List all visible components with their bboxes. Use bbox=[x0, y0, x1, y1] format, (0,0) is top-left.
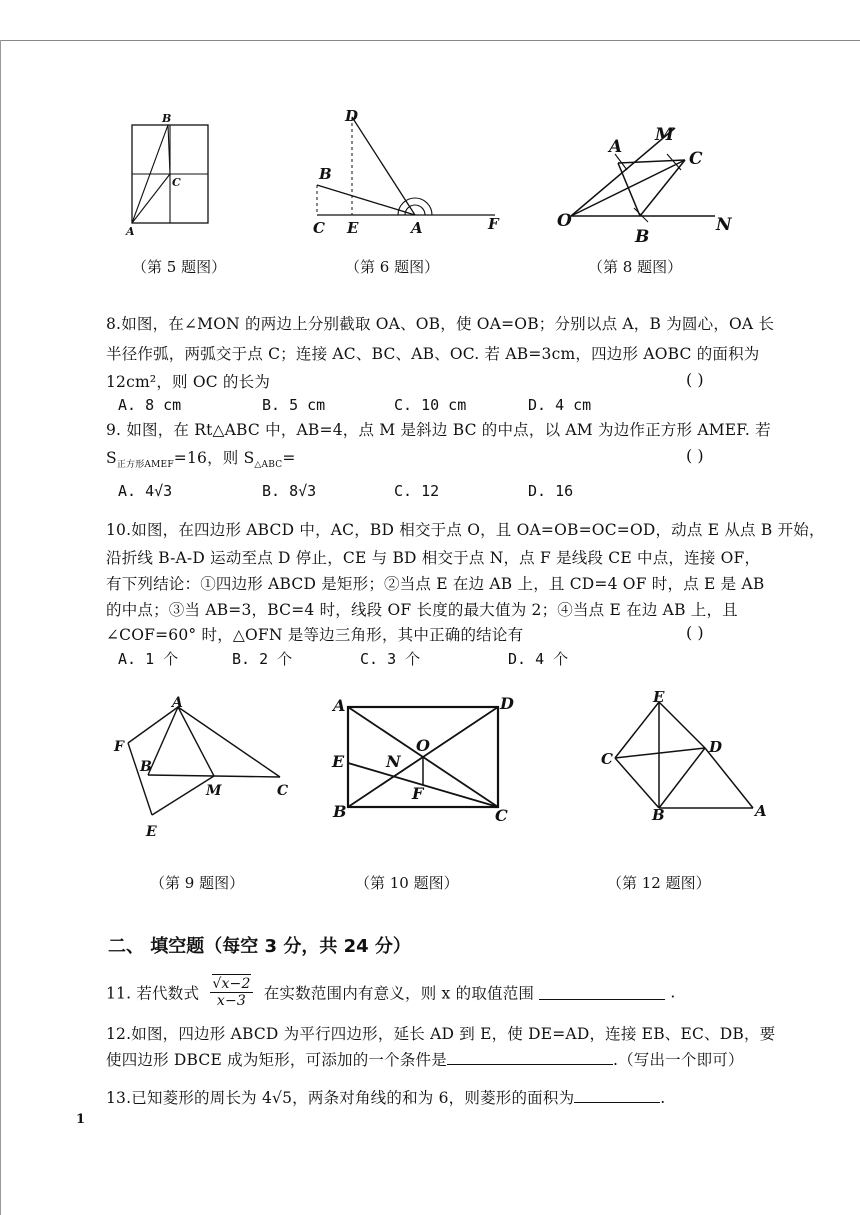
fig10-label-d: D bbox=[500, 694, 514, 713]
fig8-label-o: O bbox=[557, 211, 572, 231]
q10-option-d: D. 4 个 bbox=[508, 650, 569, 668]
fig9-label-b: B bbox=[140, 759, 152, 775]
q9-line1: 9. 如图，在 Rt△ABC 中，AB=4，点 M 是斜边 BC 的中点，以 AM 为边作正方形 AMEF. 若 bbox=[106, 421, 771, 439]
fig9-label-c: C bbox=[277, 783, 289, 799]
fig5-caption: （第 5 题图） bbox=[132, 258, 227, 276]
page-number: 1 bbox=[76, 1112, 86, 1127]
fig6-label-f: F bbox=[488, 215, 499, 233]
q8-option-b: B. 5 cm bbox=[262, 396, 326, 414]
q8-line1: 8.如图，在∠MON 的两边上分别截取 OA、OB，使 OA=OB；分别以点 A，B 为圆心，OA 长 bbox=[106, 315, 775, 333]
q10-option-c: C. 3 个 bbox=[360, 650, 421, 668]
figure-12 bbox=[595, 686, 775, 826]
q8-option-a: A. 8 cm bbox=[118, 396, 182, 414]
figure-9 bbox=[110, 695, 300, 845]
fig6-label-b: B bbox=[319, 165, 332, 183]
q8-option-c: C. 10 cm bbox=[394, 396, 467, 414]
q9-option-a: A. 4√3 bbox=[118, 482, 173, 500]
q11-answer-blank[interactable] bbox=[539, 985, 665, 1000]
q13-end: . bbox=[660, 1089, 666, 1107]
q10-answer-paren: ( ) bbox=[686, 623, 704, 642]
fig12-label-d: D bbox=[709, 738, 723, 756]
q9-line2 bbox=[106, 446, 296, 470]
fig12-label-b: B bbox=[652, 806, 665, 824]
fig9-label-f: F bbox=[114, 739, 124, 755]
fig8-caption: （第 8 题图） bbox=[588, 258, 683, 276]
fig8-label-c: C bbox=[689, 149, 703, 169]
fig5-label-b: B bbox=[162, 112, 172, 125]
q9-area-mid: =16，则 S bbox=[173, 449, 255, 467]
q12-line2-text: 使四边形 DBCE 成为矩形，可添加的一个条件是 bbox=[106, 1051, 447, 1069]
q11-end: . bbox=[670, 983, 676, 1002]
fig6-label-d: D bbox=[345, 107, 359, 125]
q9-area-sub1: 正方形AMEF bbox=[116, 460, 174, 471]
figure-6 bbox=[305, 105, 515, 240]
q11-fraction bbox=[210, 976, 252, 1009]
fig6-label-c: C bbox=[313, 219, 325, 237]
fig10-label-n: N bbox=[386, 752, 401, 771]
fig8-label-a: A bbox=[609, 137, 623, 157]
q10-line5: ∠COF=60° 时，△OFN 是等边三角形，其中正确的结论有 bbox=[106, 626, 524, 644]
q9-area-prefix: S bbox=[106, 449, 117, 467]
q9-option-b: B. 8√3 bbox=[262, 482, 317, 500]
fig10-label-f: F bbox=[412, 784, 424, 803]
q12-answer-blank[interactable] bbox=[447, 1050, 613, 1065]
q12-line2 bbox=[106, 1048, 744, 1070]
q10-line1: 10.如图，在四边形 ABCD 中，AC，BD 相交于点 O，且 OA=OB=OC=OD，动点 E 从点 B 开始， bbox=[106, 521, 825, 539]
q10-option-b: B. 2 个 bbox=[232, 650, 293, 668]
q10-option-a: A. 1 个 bbox=[118, 650, 179, 668]
q8-option-d: D. 4 cm bbox=[528, 396, 592, 414]
figure-5 bbox=[120, 108, 230, 238]
q13-line bbox=[106, 1086, 665, 1108]
q9-area-sub2: △ABC bbox=[254, 460, 283, 471]
q10-line3: 有下列结论：①四边形 ABCD 是矩形；②当点 E 在边 AB 上，且 CD=4 OF 时，点 E 是 AB bbox=[106, 575, 765, 593]
fig12-caption: （第 12 题图） bbox=[607, 874, 711, 892]
q11-line bbox=[106, 976, 676, 1009]
fig6-label-a: A bbox=[411, 219, 423, 237]
q9-answer-paren: ( ) bbox=[686, 446, 704, 465]
page-top-border bbox=[0, 40, 860, 41]
fig9-label-e: E bbox=[146, 824, 157, 840]
fig5-label-c: C bbox=[172, 176, 181, 189]
q9-option-c: C. 12 bbox=[394, 482, 440, 500]
fig10-label-o: O bbox=[416, 736, 430, 755]
fig10-label-e: E bbox=[332, 752, 345, 771]
q13-answer-blank[interactable] bbox=[574, 1088, 660, 1103]
q8-answer-paren: ( ) bbox=[686, 370, 704, 389]
q10-line4: 的中点；③当 AB=3，BC=4 时，线段 OF 长度的最大值为 2；④当点 E 在边 AB 上，且 bbox=[106, 601, 738, 619]
fig8-label-m: M bbox=[655, 125, 674, 145]
fig6-caption: （第 6 题图） bbox=[345, 258, 440, 276]
q11-denominator: x−3 bbox=[216, 993, 247, 1009]
fig10-label-a: A bbox=[333, 696, 346, 715]
fig9-label-a: A bbox=[172, 695, 183, 711]
fig10-label-b: B bbox=[333, 802, 347, 821]
fig10-label-c: C bbox=[495, 806, 508, 825]
fig8-label-n: N bbox=[716, 215, 732, 235]
fig12-label-c: C bbox=[601, 750, 613, 768]
fig9-caption: （第 9 题图） bbox=[150, 874, 245, 892]
q12-line1: 12.如图，四边形 ABCD 为平行四边形，延长 AD 到 E，使 DE=AD，连接 EB、EC、DB，要 bbox=[106, 1025, 776, 1043]
q11-prefix: 11. 若代数式 bbox=[106, 984, 200, 1003]
q10-line2: 沿折线 B-A-D 运动至点 D 停止，CE 与 BD 相交于点 N，点 F 是线段 CE 中点，连接 OF， bbox=[106, 549, 761, 567]
q12-line2-end: .（写出一个即可） bbox=[612, 1051, 744, 1069]
q8-line3: 12cm²，则 OC 的长为 bbox=[106, 373, 271, 391]
figure-10 bbox=[330, 693, 520, 828]
q9-area-suffix: = bbox=[282, 449, 296, 467]
q11-suffix: 在实数范围内有意义，则 x 的取值范围 bbox=[263, 984, 535, 1003]
page-left-border bbox=[0, 40, 1, 1215]
q11-numerator: √x−2 bbox=[212, 976, 251, 992]
fig10-caption: （第 10 题图） bbox=[355, 874, 459, 892]
q9-option-d: D. 16 bbox=[528, 482, 574, 500]
fig9-label-m: M bbox=[206, 783, 222, 799]
figure-8 bbox=[555, 118, 745, 248]
fig6-label-e: E bbox=[347, 219, 359, 237]
fig5-label-a: A bbox=[126, 225, 135, 238]
q13-text: 13.已知菱形的周长为 4√5，两条对角线的和为 6，则菱形的面积为 bbox=[106, 1089, 575, 1107]
fig12-label-a: A bbox=[755, 802, 767, 820]
fig8-label-b: B bbox=[635, 227, 650, 247]
section-2-title: 二、 填空题（每空 3 分，共 24 分） bbox=[108, 936, 411, 957]
fig12-label-e: E bbox=[653, 688, 665, 706]
q8-line2: 半径作弧，两弧交于点 C；连接 AC、BC、AB、OC. 若 AB=3cm，四边形 AOBC 的面积为 bbox=[106, 345, 760, 363]
